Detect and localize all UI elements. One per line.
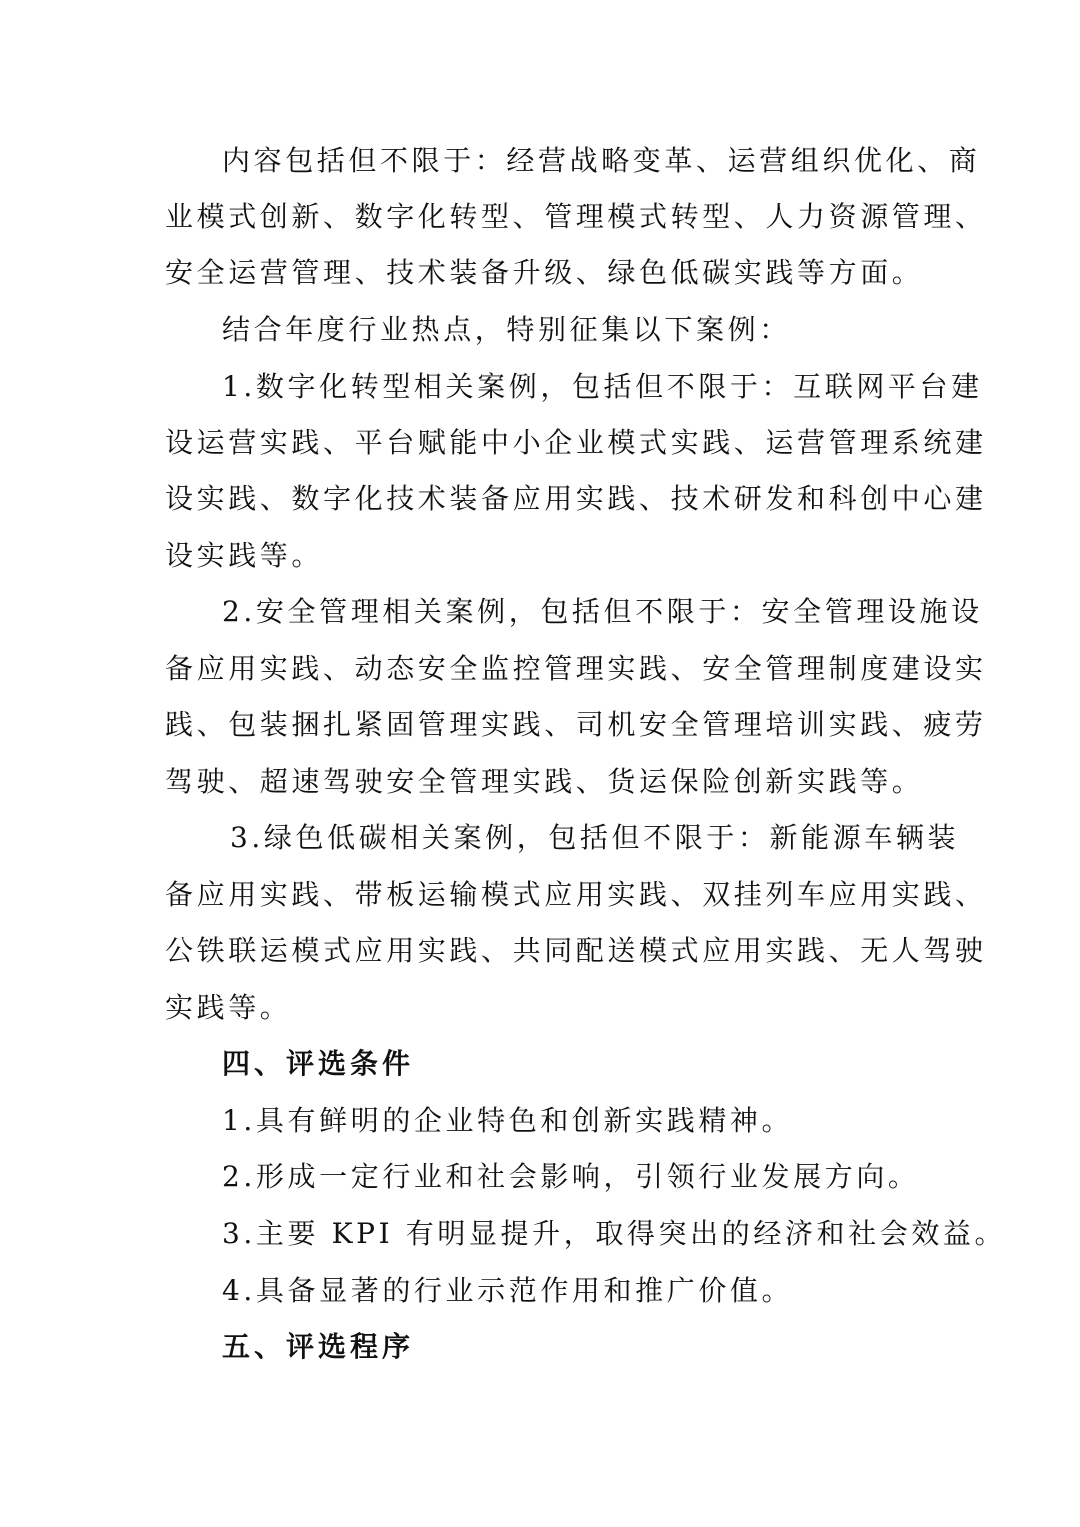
list-item: 1.具有鲜明的企业特色和创新实践精神。 <box>222 1104 794 1137</box>
list-item: 2.形成一定行业和社会影响，引领行业发展方向。 <box>222 1160 920 1193</box>
paragraph-line: 安全运营管理、技术装备升级、绿色低碳实践等方面。 <box>165 256 924 289</box>
list-item: 4.具备显著的行业示范作用和推广价值。 <box>222 1274 794 1307</box>
paragraph-line: 实践等。 <box>165 991 292 1024</box>
paragraph-line: 业模式创新、数字化转型、管理模式转型、人力资源管理、 <box>165 200 987 233</box>
paragraph-line: 设实践等。 <box>165 539 324 572</box>
paragraph-line: 2.安全管理相关案例，包括但不限于：安全管理设施设 <box>222 595 983 628</box>
paragraph-line: 设运营实践、平台赋能中小企业模式实践、运营管理系统建 <box>165 426 987 459</box>
paragraph-line: 践、包装捆扎紧固管理实践、司机安全管理培训实践、疲劳 <box>165 708 987 741</box>
section-heading: 四、评选条件 <box>222 1047 415 1080</box>
paragraph-line: 公铁联运模式应用实践、共同配送模式应用实践、无人驾驶 <box>165 934 987 967</box>
paragraph-line: 设实践、数字化技术装备应用实践、技术研发和科创中心建 <box>165 482 987 515</box>
paragraph-line: 结合年度行业热点，特别征集以下案例： <box>222 313 791 346</box>
paragraph-line: 3.绿色低碳相关案例，包括但不限于：新能源车辆装 <box>230 821 960 854</box>
paragraph-line: 1.数字化转型相关案例，包括但不限于：互联网平台建 <box>222 370 983 403</box>
paragraph-line: 备应用实践、动态安全监控管理实践、安全管理制度建设实 <box>165 652 987 685</box>
section-heading: 五、评选程序 <box>222 1330 415 1363</box>
list-item: 3.主要 KPI 有明显提升，取得突出的经济和社会效益。 <box>222 1217 1007 1250</box>
paragraph-line: 内容包括但不限于：经营战略变革、运营组织优化、商 <box>222 144 981 177</box>
paragraph-line: 驾驶、超速驾驶安全管理实践、货运保险创新实践等。 <box>165 765 924 798</box>
paragraph-line: 备应用实践、带板运输模式应用实践、双挂列车应用实践、 <box>165 878 987 911</box>
